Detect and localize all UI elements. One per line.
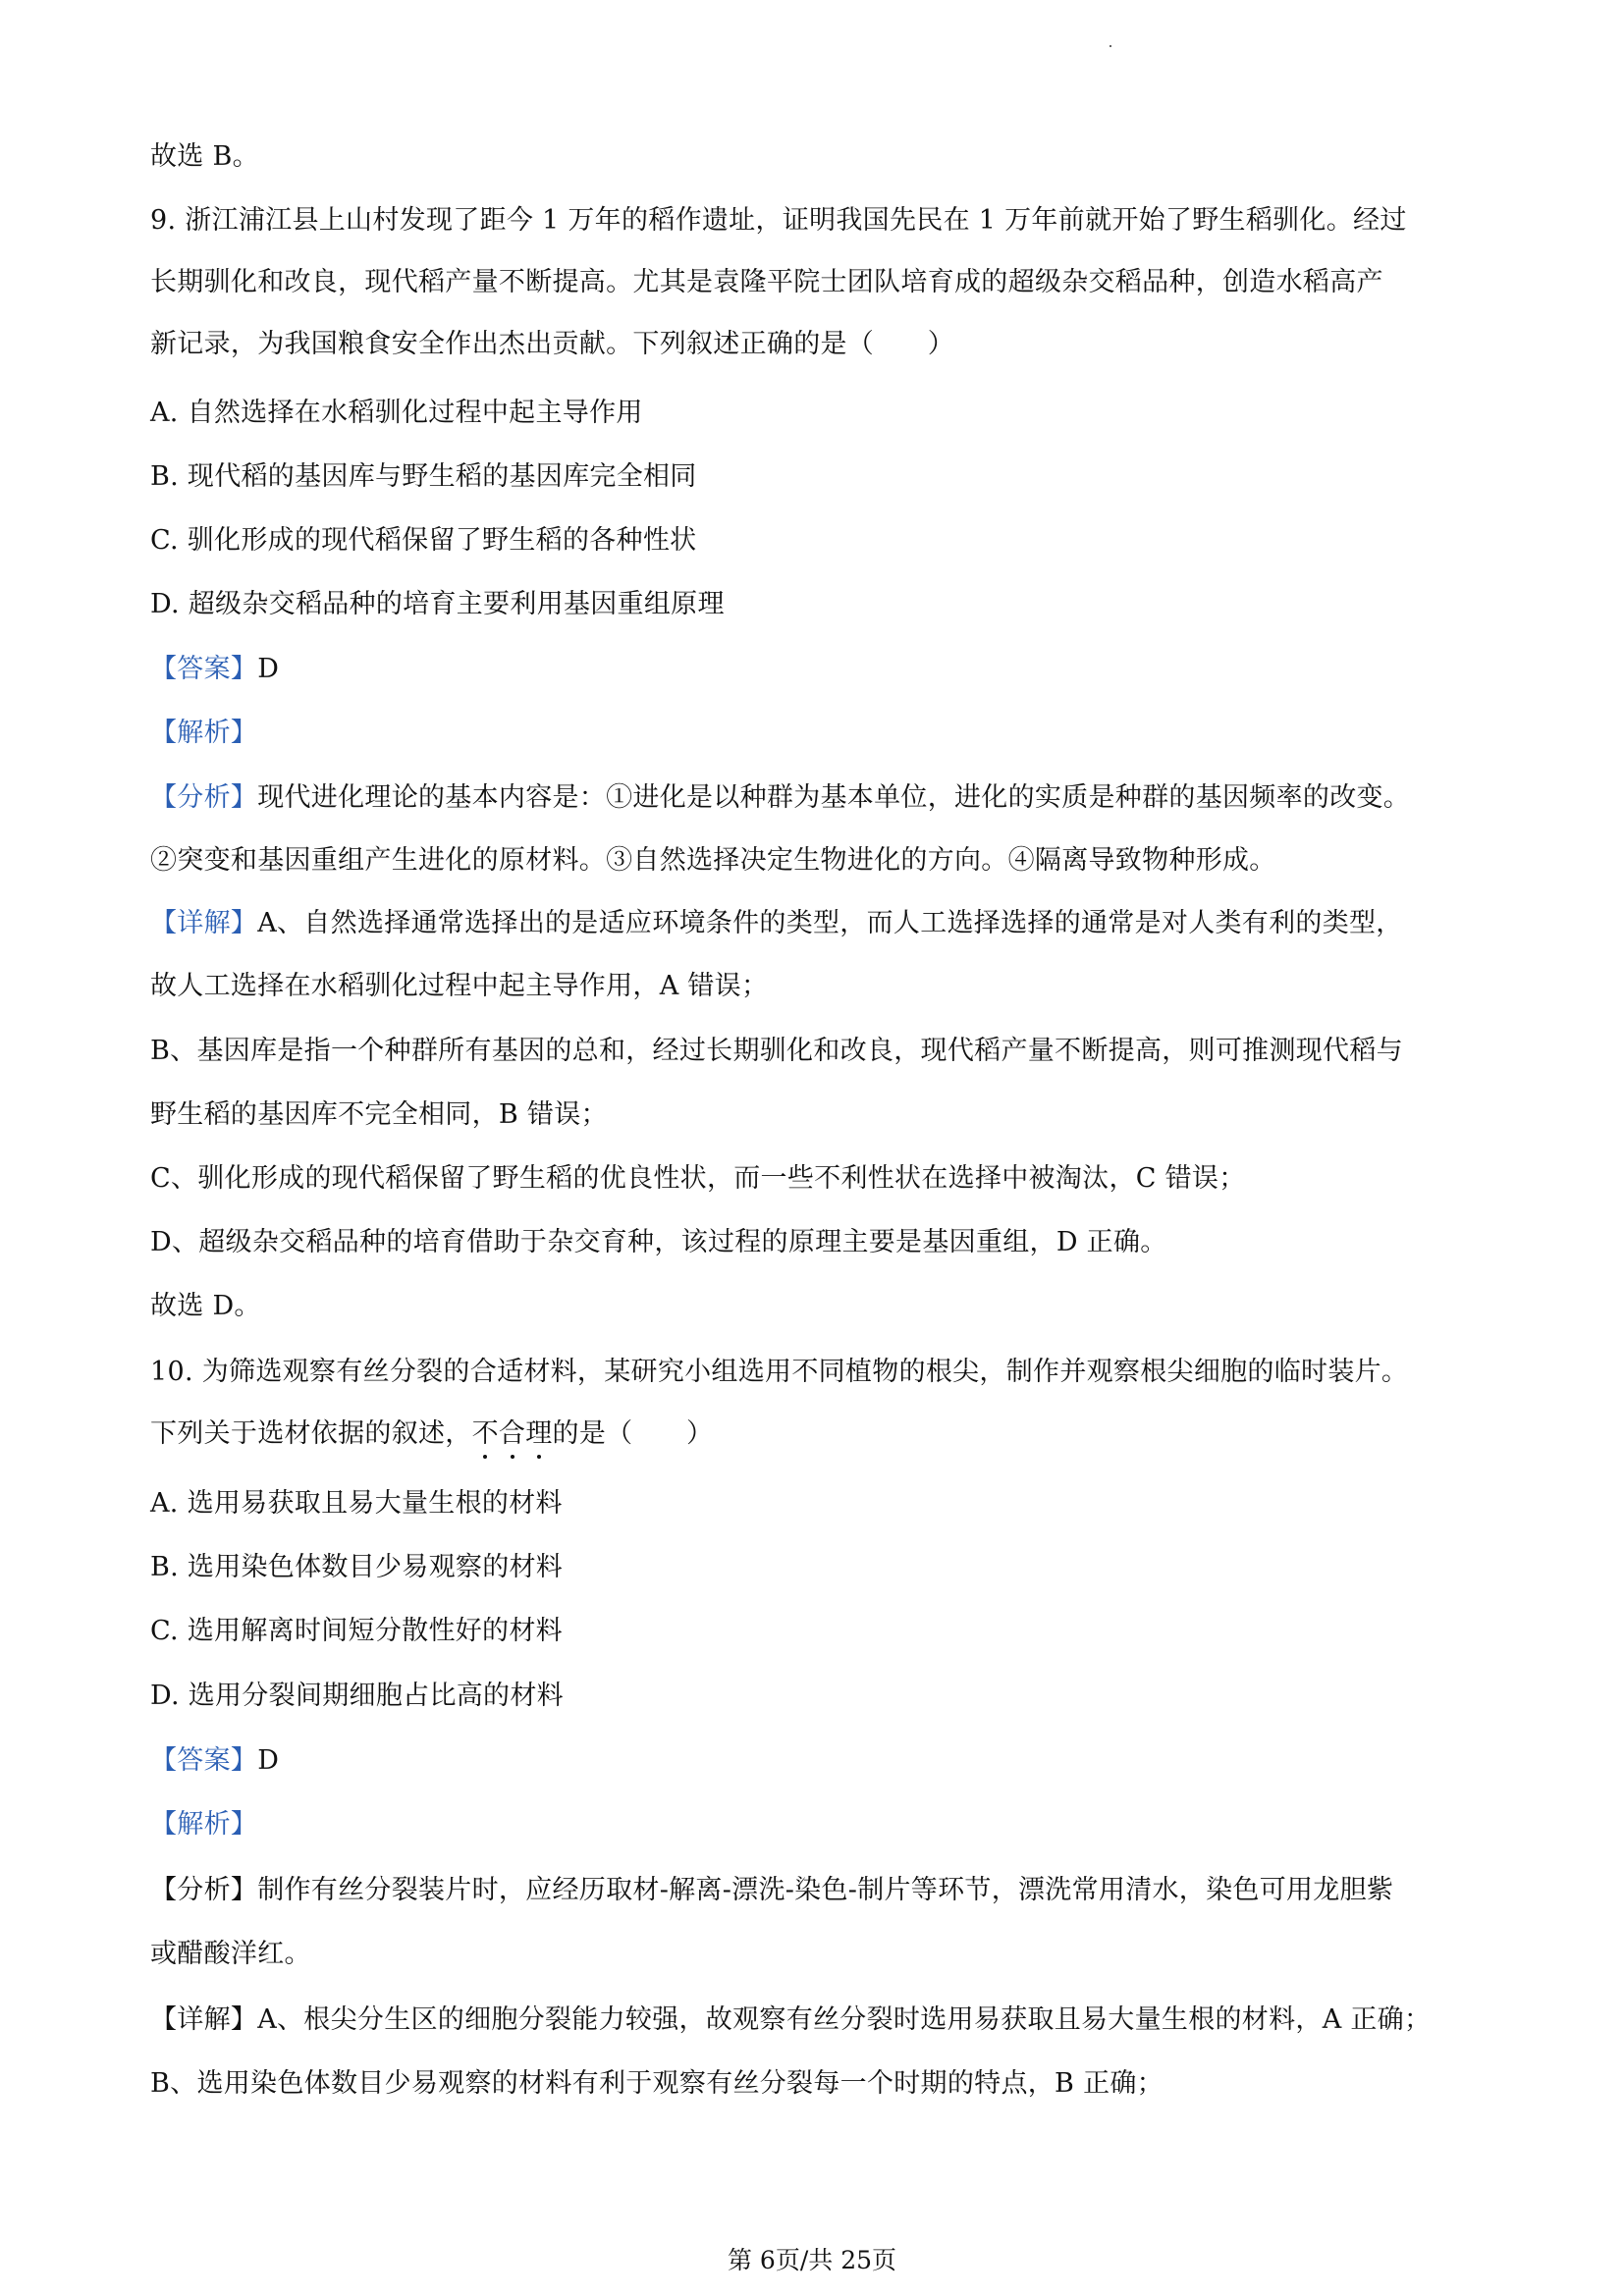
q9-stem-line-2: 长期驯化和改良，现代稻产量不断提高。尤其是袁隆平院士团队培育成的超级杂交稻品种，创造水稻高产 bbox=[150, 267, 1383, 297]
q9-detail-line-4: 野生稻的基因库不完全相同，B 错误； bbox=[150, 1099, 608, 1130]
q9-fenxi-line-2: ②突变和基因重组产生进化的原材料。③自然选择决定生物进化的方向。④隔离导致物种形成。 bbox=[150, 845, 1276, 876]
answer-tag: 【答案】 bbox=[150, 654, 258, 684]
fenxi-text: 制作有丝分裂装片时，应经历取材-解离-漂洗-染色-制片等环节，漂洗常用清水，染色可用龙胆紫 bbox=[257, 1875, 1394, 1905]
prev-answer-end: 故选 B。 bbox=[150, 141, 259, 172]
q9-option-c: C. 驯化形成的现代稻保留了野生稻的各种性状 bbox=[150, 525, 697, 556]
emphasis-char: 不 bbox=[472, 1418, 499, 1449]
q10-fenxi-line-1 bbox=[150, 1871, 1393, 1910]
q10-stem-line-2 bbox=[150, 1415, 713, 1454]
detail-text: A、自然选择通常选择出的是适应环境条件的类型，而人工选择选择的通常是对人类有利的类型， bbox=[257, 908, 1403, 938]
emphasis-dot bbox=[537, 1455, 541, 1459]
emphasis-dot bbox=[483, 1455, 487, 1459]
q9-analysis-heading bbox=[150, 714, 257, 753]
q9-conclusion: 故选 D。 bbox=[150, 1291, 261, 1321]
stem-text: 的是（ ） bbox=[552, 1418, 714, 1449]
emphasis-char: 理 bbox=[525, 1418, 552, 1449]
q9-detail-line-2: 故人工选择在水稻驯化过程中起主导作用，A 错误； bbox=[150, 971, 769, 1001]
q9-stem-line-1: 9. 浙江浦江县上山村发现了距今 1 万年的稻作遗址，证明我国先民在 1 万年前就开始了野生稻驯化。经过 bbox=[150, 205, 1407, 236]
analysis-tag: 【解析】 bbox=[150, 1809, 258, 1840]
xiangjie-tag: 【详解】 bbox=[150, 2004, 258, 2035]
q9-detail-line-3: B、基因库是指一个种群所有基因的总和，经过长期驯化和改良，现代稻产量不断提高，则可推测现代稻与 bbox=[150, 1036, 1403, 1066]
fenxi-tag: 【分析】 bbox=[150, 782, 258, 813]
q10-analysis-heading bbox=[150, 1805, 257, 1844]
q10-option-a: A. 选用易获取且易大量生根的材料 bbox=[150, 1488, 563, 1519]
stem-text: 下列关于选材依据的叙述， bbox=[150, 1418, 472, 1449]
q9-fenxi-line-1 bbox=[150, 778, 1410, 818]
scan-speck bbox=[1110, 45, 1111, 47]
answer-value: D bbox=[257, 654, 280, 684]
q9-option-a: A. 自然选择在水稻驯化过程中起主导作用 bbox=[150, 398, 643, 428]
page-footer: 第 6页/共 25页 bbox=[727, 2246, 897, 2274]
q9-option-b: B. 现代稻的基因库与野生稻的基因库完全相同 bbox=[150, 461, 697, 492]
fenxi-tag: 【分析】 bbox=[150, 1875, 258, 1905]
fenxi-text: 现代进化理论的基本内容是：①进化是以种群为基本单位，进化的实质是种群的基因频率的改变。 bbox=[257, 782, 1411, 813]
answer-value: D bbox=[257, 1745, 280, 1776]
emphasis-dot bbox=[511, 1455, 514, 1459]
answer-tag: 【答案】 bbox=[150, 1745, 258, 1776]
q10-option-b: B. 选用染色体数目少易观察的材料 bbox=[150, 1552, 564, 1582]
q10-detail-line-2: B、选用染色体数目少易观察的材料有利于观察有丝分裂每一个时期的特点，B 正确； bbox=[150, 2068, 1164, 2099]
q10-option-d: D. 选用分裂间期细胞占比高的材料 bbox=[150, 1681, 564, 1711]
q9-stem-line-3: 新记录，为我国粮食安全作出杰出贡献。下列叙述正确的是（ ） bbox=[150, 329, 954, 359]
q9-detail-line-5: C、驯化形成的现代稻保留了野生稻的优良性状，而一些不利性状在选择中被淘汰，C 错误； bbox=[150, 1163, 1246, 1194]
q9-answer-line bbox=[150, 650, 279, 689]
emphasis-char: 合 bbox=[499, 1418, 525, 1449]
q9-option-d: D. 超级杂交稻品种的培育主要利用基因重组原理 bbox=[150, 589, 725, 619]
q10-detail-line-1 bbox=[150, 2001, 1431, 2040]
q10-option-c: C. 选用解离时间短分散性好的材料 bbox=[150, 1616, 563, 1646]
q9-detail-line-1 bbox=[150, 904, 1403, 943]
q9-detail-line-6: D、超级杂交稻品种的培育借助于杂交育种，该过程的原理主要是基因重组，D 正确。 bbox=[150, 1227, 1167, 1257]
q10-answer-line bbox=[150, 1741, 279, 1781]
analysis-tag: 【解析】 bbox=[150, 718, 258, 748]
detail-text: A、根尖分生区的细胞分裂能力较强，故观察有丝分裂时选用易获取且易大量生根的材料，A 正确； bbox=[257, 2004, 1432, 2035]
q10-stem-line-1: 10. 为筛选观察有丝分裂的合适材料，某研究小组选用不同植物的根尖，制作并观察根尖细胞的临时装片。 bbox=[150, 1357, 1409, 1387]
q10-fenxi-line-2: 或醋酸洋红。 bbox=[150, 1939, 311, 1969]
xiangjie-tag: 【详解】 bbox=[150, 908, 258, 938]
